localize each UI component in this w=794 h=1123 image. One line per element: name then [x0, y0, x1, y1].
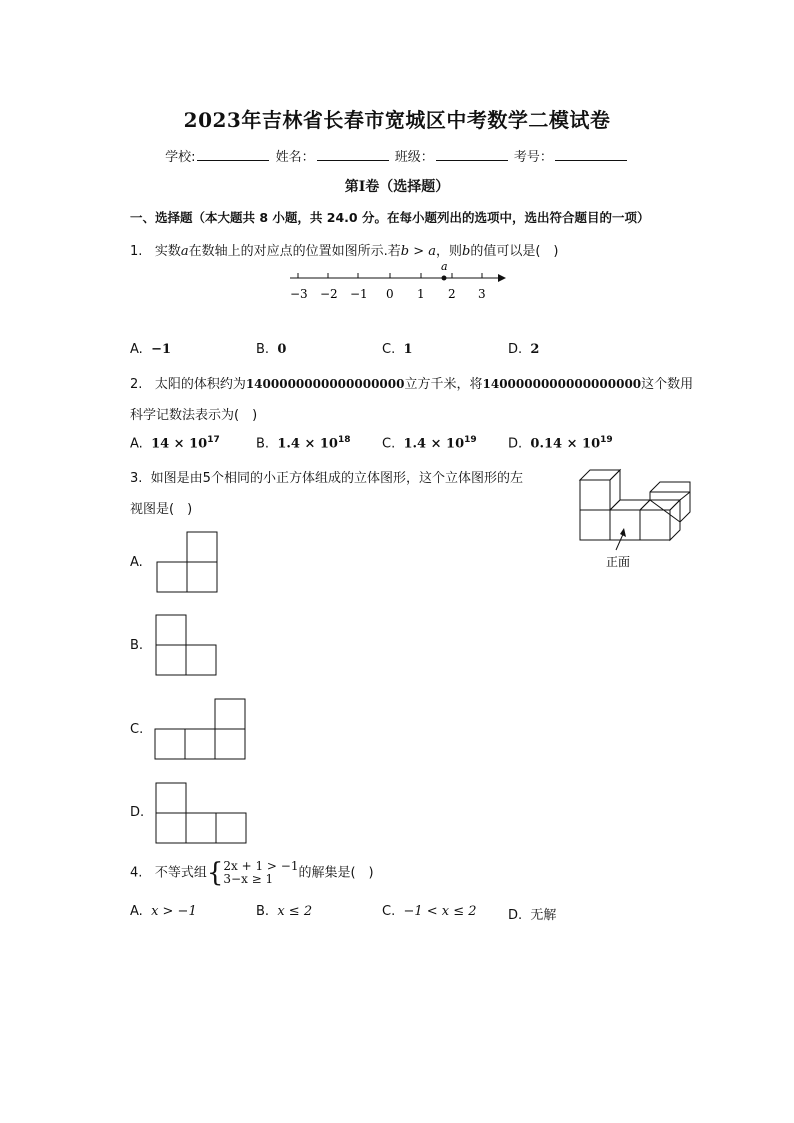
tick-marks [298, 273, 482, 278]
question-3-line-2: 视图是( ) [130, 502, 193, 517]
inequality-2: 3−x ≥ 1 [223, 872, 274, 886]
option-value: 无解 [530, 908, 557, 923]
option-c[interactable] [382, 342, 413, 357]
cube-face [580, 510, 610, 540]
option-value: x > −1 [151, 904, 197, 919]
student-info [0, 146, 794, 165]
option-value: 1.4 × 10 [403, 436, 465, 452]
q1-var-a: a [180, 244, 189, 259]
question-2 [130, 373, 693, 392]
q1-text: 实数 [154, 244, 181, 259]
class-label: 班级： [394, 150, 434, 165]
option-letter: D. [508, 342, 523, 357]
option-c[interactable] [382, 435, 477, 451]
inequality-system [223, 860, 298, 886]
q2-text: 立方千米，将 [404, 377, 483, 392]
question-4 [130, 858, 374, 888]
cube-side [610, 470, 620, 510]
number-line [280, 258, 520, 308]
option-a[interactable] [130, 342, 171, 357]
option-letter: A. [130, 342, 143, 357]
option-letter: C. [382, 342, 396, 357]
school-label: 学校: [165, 150, 196, 165]
section-heading: 一、选择题（本大题共 8 小题，共 24.0 分。在每小题列出的选项中，选出符合题目的一项） [130, 210, 650, 225]
option-value: 1.4 × 10 [277, 436, 338, 452]
option-letter: A. [130, 904, 143, 919]
solid-figure [576, 466, 696, 570]
tick-label: 2 [448, 287, 456, 301]
cube-top [580, 470, 620, 480]
q1-text: 在数轴上的对应点的位置如图所示.若 [188, 244, 401, 259]
option-d[interactable] [508, 904, 556, 923]
question-1 [130, 240, 558, 259]
option-value: −1 [151, 342, 172, 357]
option-c-view[interactable] [153, 697, 249, 761]
cube-side [670, 500, 680, 540]
option-value: 0 [277, 342, 287, 357]
question-number: 4. [130, 865, 143, 881]
option-value: −1 < x ≤ 2 [403, 904, 477, 919]
inequality-1: 2x + 1 > −1 [223, 859, 299, 873]
cube-top [640, 500, 680, 510]
class-blank[interactable] [436, 148, 508, 161]
q2-big-number: 1400000000000000000 [482, 377, 642, 391]
option-b[interactable]: B. [130, 638, 144, 653]
brace-icon: { [206, 858, 224, 888]
part-title: 第I卷（选择题） [344, 179, 450, 195]
option-a[interactable]: A. [130, 555, 143, 570]
option-b[interactable] [256, 342, 286, 357]
q2-text: 这个数用 [641, 377, 694, 392]
option-value: 2 [530, 342, 540, 357]
option-letter: B. [256, 342, 270, 357]
point-a-label: a [441, 260, 448, 273]
option-a[interactable] [130, 435, 220, 451]
option-d-view[interactable] [154, 781, 250, 845]
q1-var-b: b [461, 244, 471, 259]
q4-text: 的解集是( ) [298, 865, 374, 881]
option-exponent: 19 [464, 435, 477, 445]
option-letter: D. [508, 436, 523, 452]
option-d[interactable] [508, 342, 539, 357]
cube-top [610, 500, 650, 510]
option-a-view[interactable] [154, 530, 224, 594]
name-blank[interactable] [317, 148, 389, 161]
option-b[interactable] [256, 904, 312, 919]
q1-text: ，则 [435, 244, 462, 259]
tick-label: −2 [320, 287, 338, 301]
option-letter: C. [382, 904, 396, 919]
option-value: x ≤ 2 [277, 904, 313, 919]
q1-text: 的值可以是( ) [470, 244, 559, 259]
axis-arrow [498, 274, 506, 282]
exam-no-blank[interactable] [555, 148, 627, 161]
option-a[interactable] [130, 904, 197, 919]
option-letter: D. [508, 908, 523, 923]
question-number: 1. [130, 244, 143, 259]
front-arrow-head [620, 528, 626, 537]
exam-no-label: 考号： [513, 150, 553, 165]
point-a [442, 276, 447, 281]
q1-condition: b > a [400, 244, 436, 259]
option-value: 1 [403, 342, 413, 357]
cube-edge [680, 492, 690, 500]
name-label: 姓名： [275, 150, 315, 165]
option-letter: C. [382, 436, 396, 452]
q3-text: 如图是由5个相同的小正方体组成的立体图形，这个立体图形的左 [150, 471, 523, 486]
tick-label: −3 [290, 287, 308, 301]
option-exponent: 18 [337, 435, 351, 445]
cube-face [580, 480, 610, 510]
option-letter: A. [130, 436, 143, 452]
tick-label: −1 [350, 287, 368, 301]
tick-label: 3 [478, 287, 486, 301]
option-d[interactable] [508, 435, 613, 451]
option-d[interactable]: D. [130, 805, 145, 820]
question-number: 3. [130, 471, 143, 486]
option-letter: B. [256, 436, 270, 452]
question-2-line-2: 科学记数法表示为( ) [130, 408, 258, 423]
tick-label: 1 [417, 287, 425, 301]
option-c[interactable] [382, 904, 477, 919]
front-label: 正面 [606, 555, 631, 569]
school-blank[interactable] [197, 148, 269, 161]
question-number: 2. [130, 377, 143, 392]
q2-text: 太阳的体积约为 [154, 377, 246, 392]
question-3 [130, 467, 523, 486]
q4-text: 不等式组 [154, 865, 207, 881]
cube-face [640, 510, 670, 540]
page-title: 2023年吉林省长春市宽城区中考数学二模试卷 [183, 108, 611, 132]
tick-label: 0 [386, 287, 394, 301]
option-letter: B. [256, 904, 270, 919]
option-exponent: 19 [600, 435, 613, 445]
option-b[interactable] [256, 435, 351, 451]
option-exponent: 17 [207, 435, 220, 445]
q2-big-number: 1400000000000000000 [245, 377, 405, 391]
option-b-view[interactable] [154, 613, 224, 677]
option-value: 14 × 10 [151, 436, 208, 452]
option-c[interactable]: C. [130, 722, 144, 737]
option-value: 0.14 × 10 [530, 436, 601, 452]
